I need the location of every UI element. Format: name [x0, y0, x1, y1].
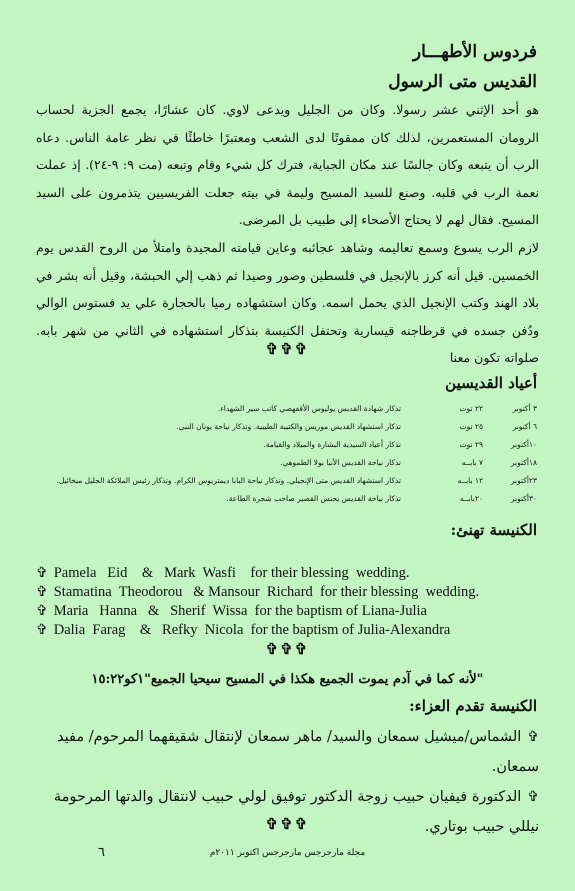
bible-verse: "لأنه كما في آدم يموت الجميع هكذا في المسيح سيحيا الجميع"١كو١٥:٢٢: [91, 672, 484, 687]
cross-icon: ✞: [527, 729, 539, 745]
condolence-item: [36, 782, 539, 842]
saint-paragraph-2: لازم الرب يسوع وسمع تعاليمه وشاهد عجائبه وعاين قيامته المجيدة وامتلأ من الروح القدس يوم الخمسين. قيل أنه كرز بالإنجيل في فلسطين وصور وصيدا ثم ذهب إلي الحبشة، وقيل أنه بشر في بلاد الهند وكتب الإنجيل الذي يحمل اسمه. وكان استشهاده رميا بالحجارة علي يد فستوس الوالي ودُفن جسده في قرطاجنه قيسارية وتحتفل الكنيسة بتذكار استشهاده في الثاني من شهر بابه. صلواته تكون معنا: [36, 240, 539, 365]
cross-icon: ✞: [527, 789, 539, 805]
cross-divider-3: ✞✞✞: [265, 815, 310, 833]
cross-icon: ✞: [36, 623, 48, 638]
cross-icon: ✞: [36, 604, 48, 619]
feast-description: تذكار استشهاد القديس موريس والكتيبة الطيبية. وتذكار نياحة يونان النبي.: [176, 421, 401, 431]
congrats-item: [36, 602, 536, 621]
saint-title: القديس متى الرسول: [388, 72, 537, 92]
feast-date: ٣٠أكتوبر: [510, 493, 537, 503]
feast-coptic-date: ٢٢ توت: [459, 403, 483, 413]
feast-description: تذكار استشهاد القديس متى الإنجيلي. وتذكار نياحة البابا ديمتريوس الكرام. وتذكار رئيس الملائكة الجليل ميخائيل.: [56, 475, 401, 485]
feast-coptic-date: ٢٥ توت: [459, 421, 483, 431]
feast-date: ١٠أكتوبر: [510, 439, 537, 449]
feasts-table: [37, 399, 537, 507]
saint-paragraph-1: هو أحد الإثني عشر رسولا. وكان من الجليل ويدعى لاوي. كان عشارًا، يجمع الجزية لحساب الرومان المستعمرين، لذلك كان ممقوتًا لدى الشعب ومعتبرًا خاطئًا في نظر عامة الناس. دعاه الرب أن يتبعه وكان جالسًا عند مكان الجباية، فترك كل شيء وقام وتبعه (مت ٩: ٩-٢٤). إذ عملت نعمة الرب في قلبه. وصنع للسيد المسيح وليمة في بيته جعلت الفريسيين يتذمرون على السيد المسيح. فقال لهم لا يحتاج الأصحاء إلى طبيب بل المرضى.: [36, 102, 539, 227]
cross-divider-2: ✞✞✞: [265, 640, 310, 658]
condolence-text: الشماس/ميشيل سمعان والسيد/ ماهر سمعان لإنتقال شقيقهما المرحوم/ مفيد سمعان.: [57, 729, 539, 775]
congrats-text: Dalia Farag & Refky Nicola for the baptism of Julia-Alexandra: [53, 622, 451, 638]
congrats-heading: الكنيسة تهنئ:: [450, 521, 537, 539]
feast-row: [37, 453, 537, 471]
feast-row: [37, 489, 537, 507]
feast-row: [37, 399, 537, 417]
feast-coptic-date: ١٢ بابــه: [457, 475, 483, 485]
congrats-item: [36, 621, 536, 640]
condolences-heading: الكنيسة تقدم العزاء:: [409, 697, 537, 715]
feast-description: تذكار نياحة القديس يحنس القصير صاحب شجرة الطاعة.: [226, 493, 401, 503]
condolence-item: [36, 722, 539, 782]
footer-text: مجلة مارجرجس مارجرجس اكتوبر ٢٠١١م: [209, 848, 366, 858]
feast-date: ٣ أكتوبر: [512, 403, 537, 413]
feast-description: تذكار نياحة القديس الأنبا بولا الطموهي.: [279, 457, 401, 467]
page-number: ٦: [98, 845, 105, 860]
feast-date: ١٨أكتوبر: [510, 457, 537, 467]
cross-icon: ✞: [36, 566, 48, 581]
feast-row: [37, 435, 537, 453]
cross-icon: ✞: [36, 585, 48, 600]
feast-row: [37, 471, 537, 489]
congrats-text: Maria Hanna & Sherif Wissa for the baptism of Liana-Julia: [53, 603, 427, 619]
feasts-heading: أعياد القديسين: [445, 374, 537, 392]
feast-date: ٢٣أكتوبر: [510, 475, 537, 485]
feast-coptic-date: ٢٠بابــه: [460, 493, 483, 503]
congrats-item: [36, 564, 536, 583]
feast-row: [37, 417, 537, 435]
feast-description: تذكار شهادة القديس يوليوس الأقفهصي كاتب سير الشهداء.: [217, 403, 401, 413]
feast-date: ٦ أكتوبر: [512, 421, 537, 431]
section-title: فردوس الأطهـــار: [412, 42, 537, 62]
congrats-text: Stamatina Theodorou & Mansour Richard for their blessing wedding.: [53, 584, 480, 600]
congrats-item: [36, 583, 536, 602]
feast-coptic-date: ٢٩ توت: [459, 439, 483, 449]
cross-divider-1: ✞✞✞: [265, 340, 310, 358]
feast-description: تذكار أعياد السيدية البشارة والميلاد والقيامة.: [263, 439, 401, 449]
congrats-text: Pamela Eid & Mark Wasfi for their blessing wedding.: [53, 565, 410, 581]
congrats-list: [36, 564, 536, 640]
condolence-text: الدكتورة فيفيان حبيب زوجة الدكتور توفيق لولي حبيب لانتقال والدتها المرحومة نيللي حبيب بوتاري.: [53, 789, 539, 835]
feast-coptic-date: ٧ بابــه: [461, 457, 483, 467]
